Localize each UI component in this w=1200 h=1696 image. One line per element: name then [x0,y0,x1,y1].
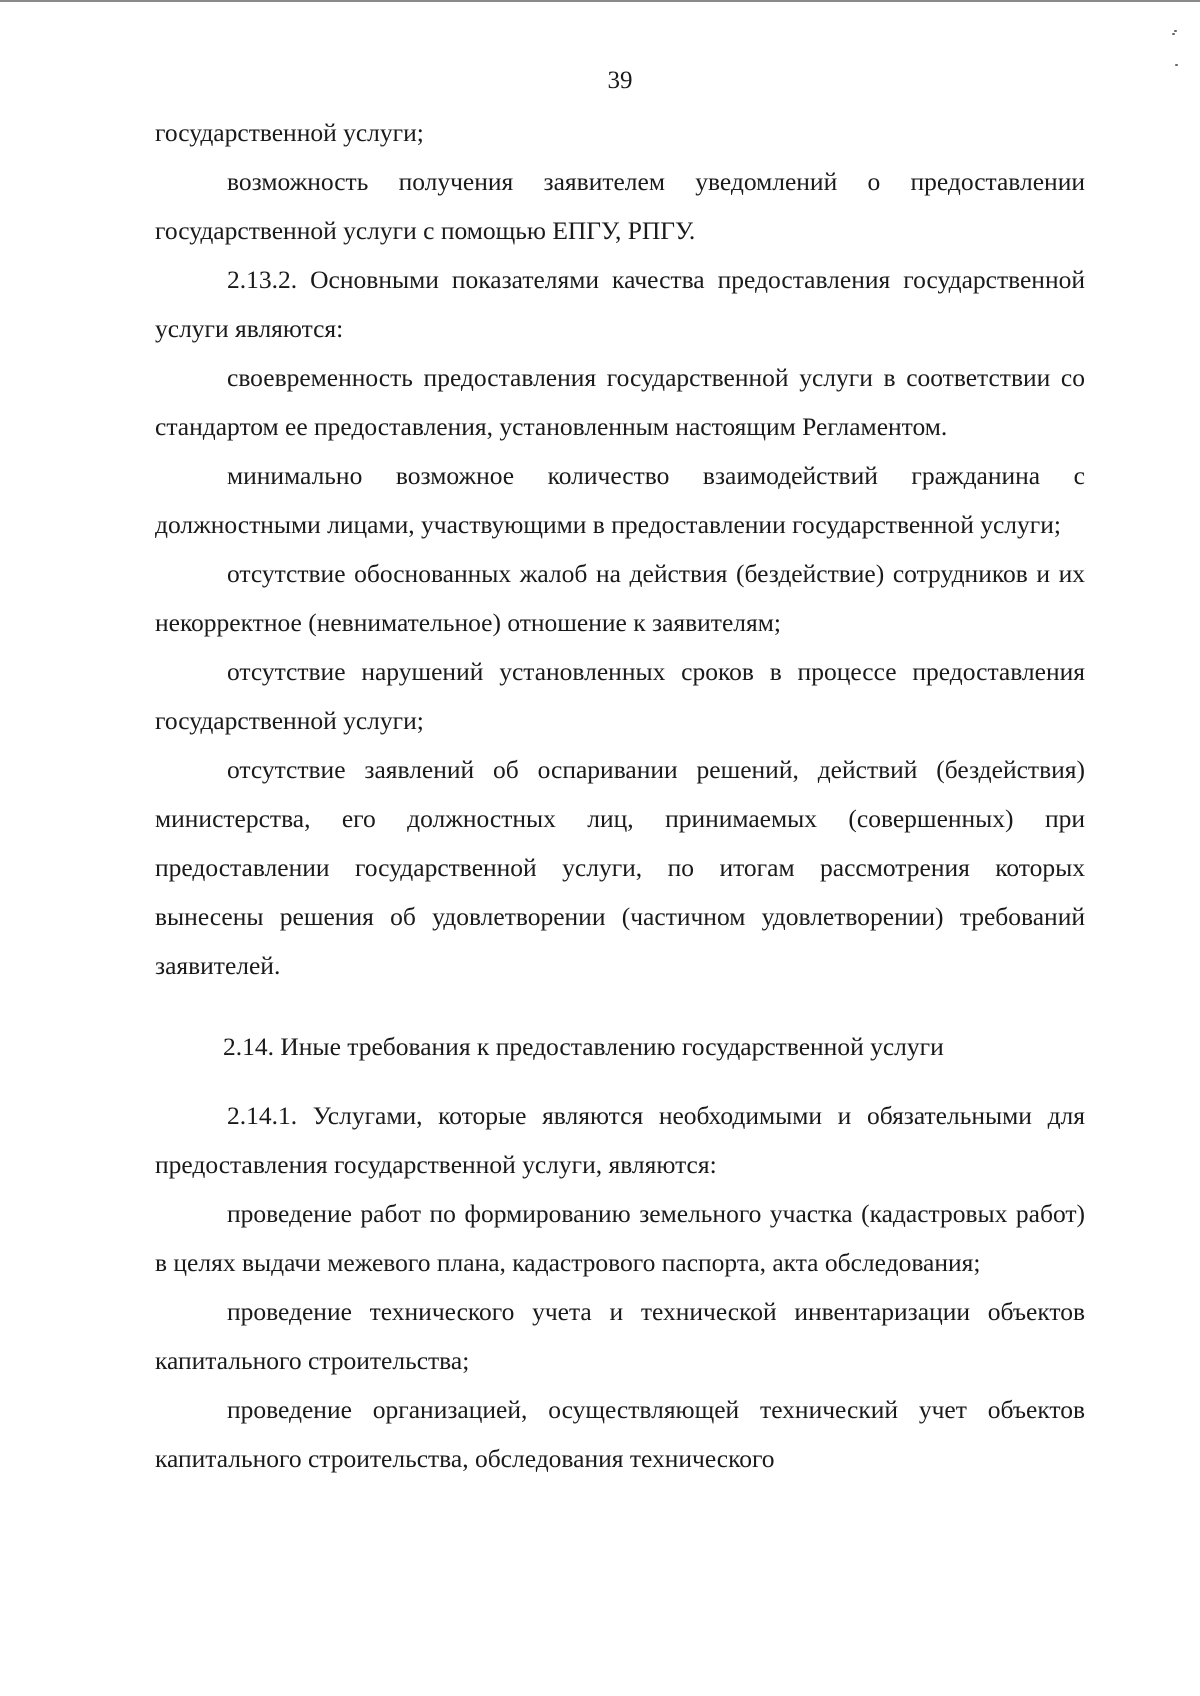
section-heading: 2.14. Иные требования к предоставлению государственной услуги [223,1032,944,1061]
paragraph-notifications: возможность получения заявителем уведомлений о предоставлении государственной услуги с помощью ЕПГУ, РПГУ. [155,167,1085,245]
document-body [155,108,1085,1483]
paragraph-no-deadline-violations: отсутствие нарушений установленных сроков в процессе предоставления государственной услуги; [155,657,1085,735]
paragraph-no-complaints: отсутствие обоснованных жалоб на действия (бездействие) сотрудников и их некорректное (невнимательное) отношение к заявителям; [155,559,1085,637]
paragraph-quality-indicators: 2.13.2. Основными показателями качества предоставления государственной услуги являются: [155,265,1085,343]
paragraph-continuation: государственной услуги; [155,118,424,147]
paragraph-timeliness: своевременность предоставления государственной услуги в соответствии со стандартом ее предоставления, установленным настоящим Регламентом. [155,363,1085,441]
paragraph-technical-inspection: проведение организацией, осуществляющей технический учет объектов капитального строительства, обследования технического [155,1395,1085,1473]
paragraph-no-appeals: отсутствие заявлений об оспаривании решений, действий (бездействия) министерства, его должностных лиц, принимаемых (совершенных) при предоставлении государственной услуги, по итогам рассмотрения которых вынесены решения об удовлетворении (частичном удовлетворении) требований заявителей. [155,755,1085,980]
paragraph-technical-accounting: проведение технического учета и технической инвентаризации объектов капитального строительства; [155,1297,1085,1375]
paragraph-cadastral-works: проведение работ по формированию земельного участка (кадастровых работ) в целях выдачи межевого плана, кадастрового паспорта, акта обследования; [155,1199,1085,1277]
paragraph-minimal-interactions: минимально возможное количество взаимодействий гражданина с должностными лицами, участвующими в предоставлении государственной услуги; [155,461,1085,539]
page-number: 39 [607,67,633,94]
page-top-border [0,0,1200,2]
paragraph-required-services: 2.14.1. Услугами, которые являются необходимыми и обязательными для предоставления государственной услуги, являются: [155,1101,1085,1179]
